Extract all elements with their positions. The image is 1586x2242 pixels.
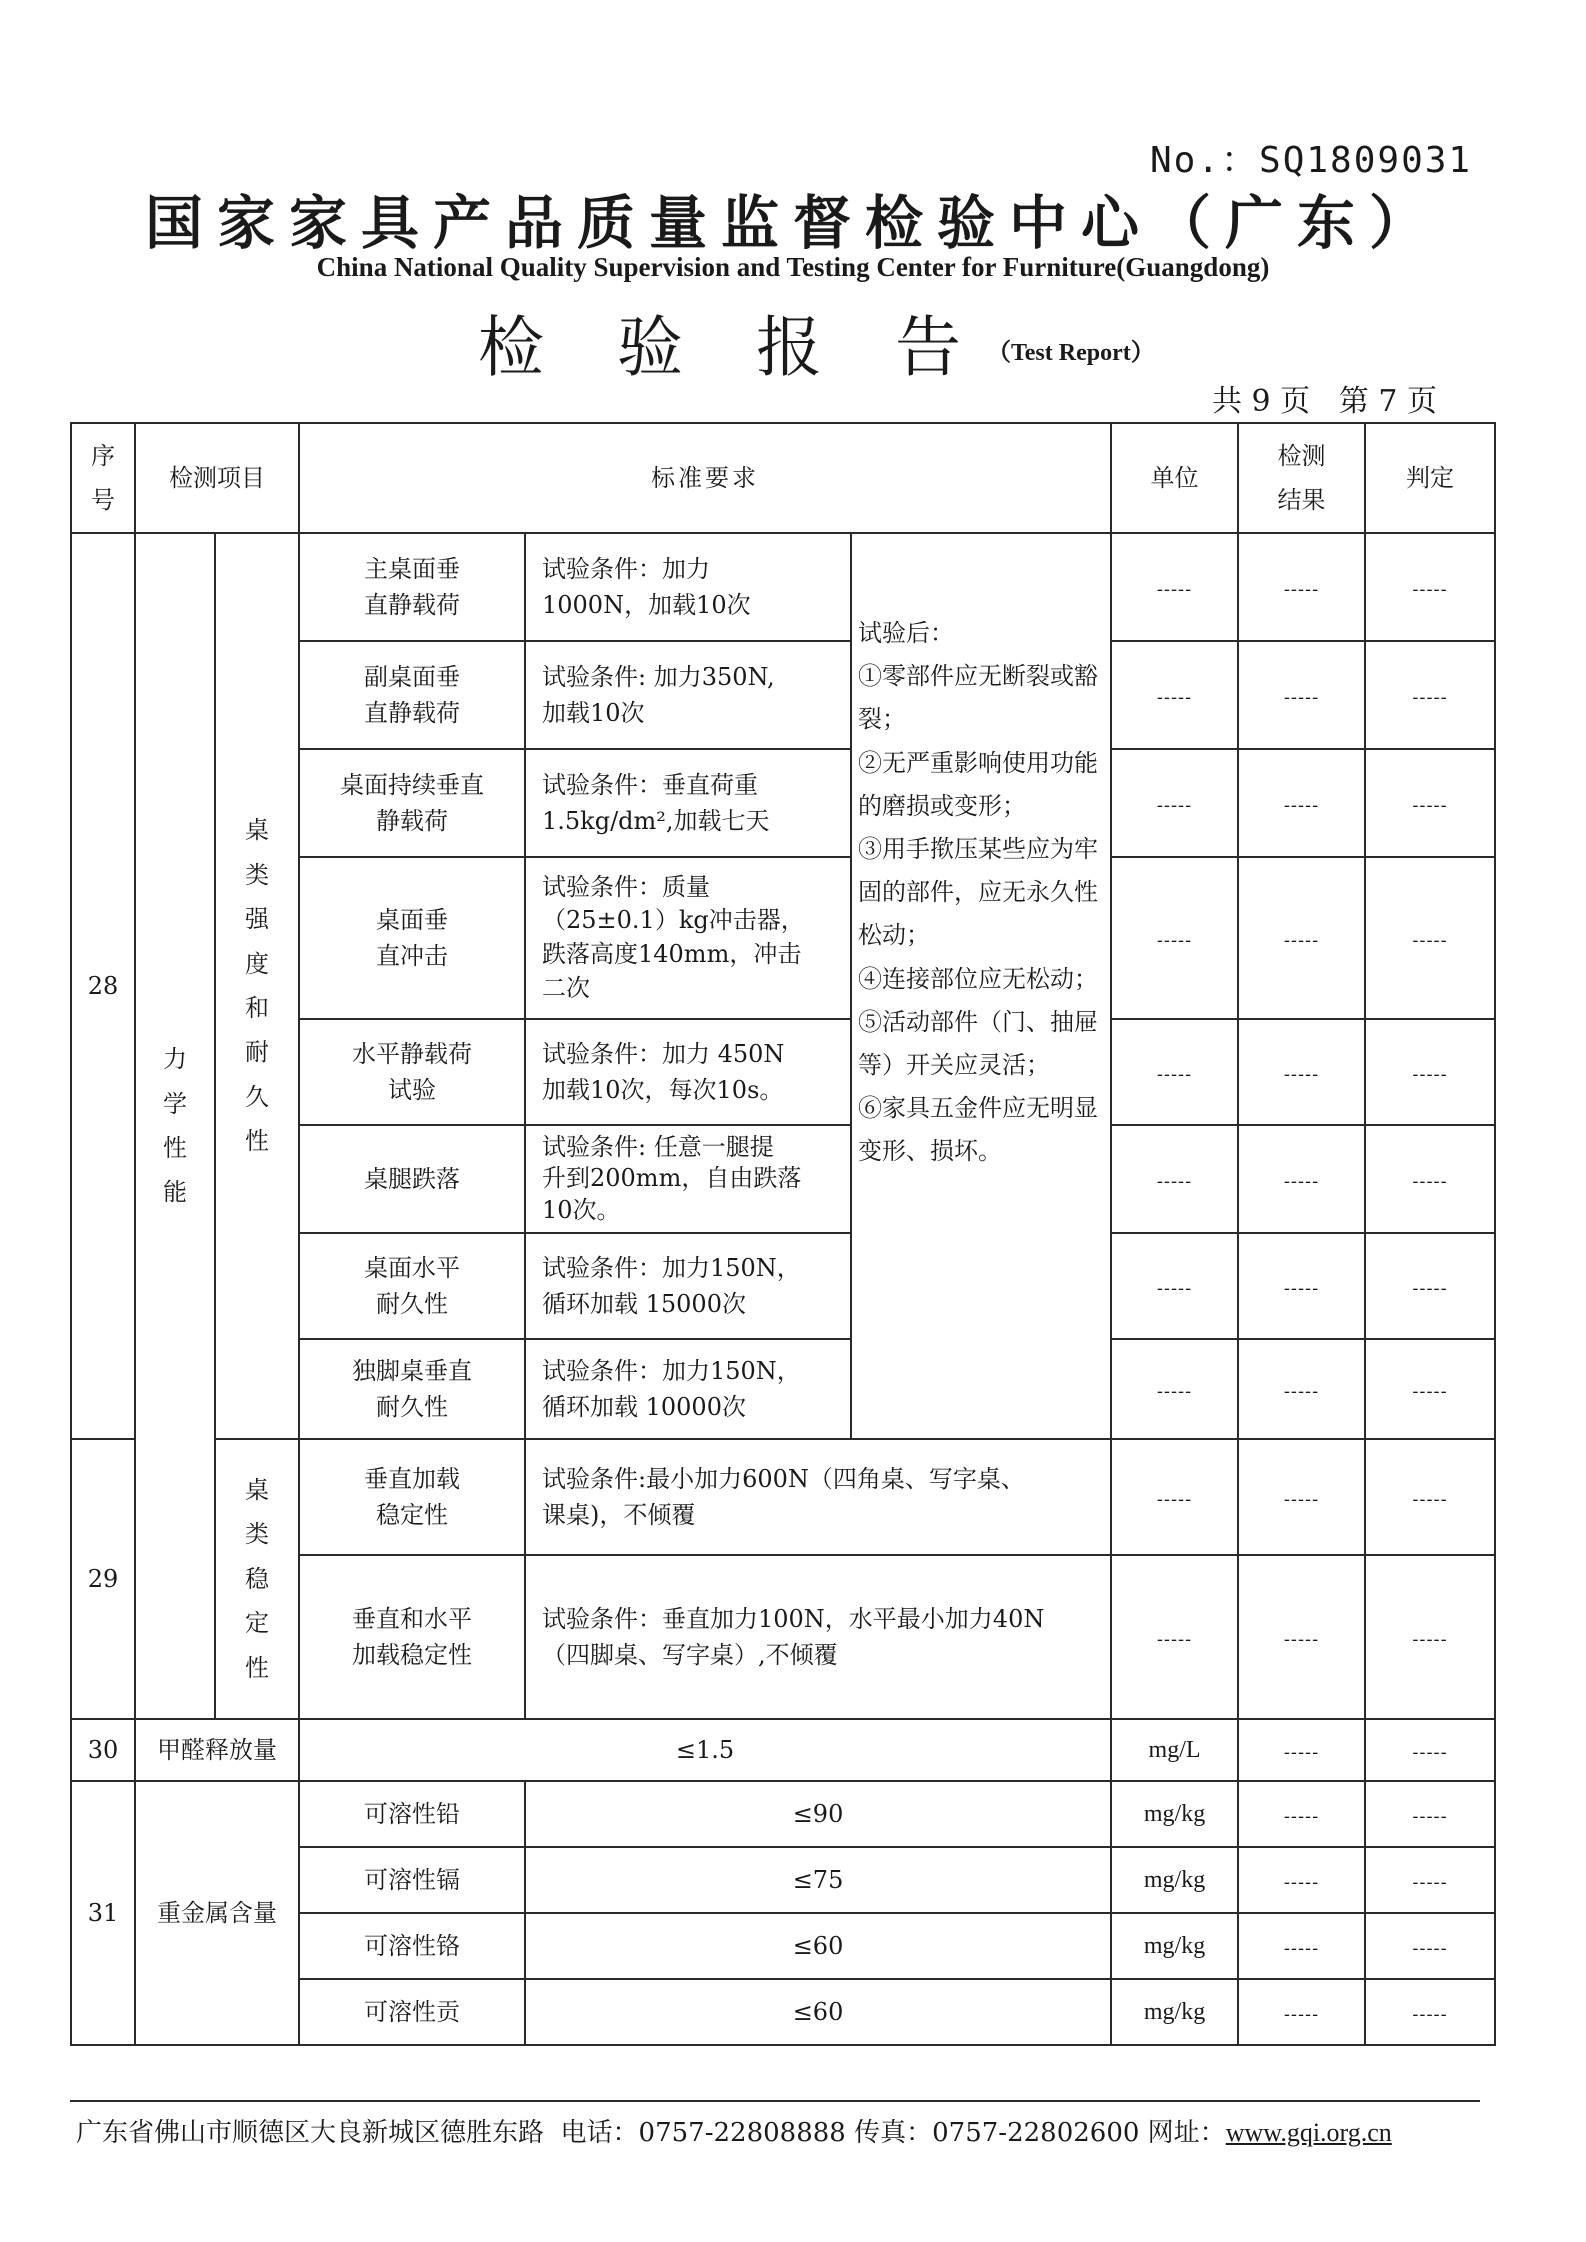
- dash-placeholder: -----: [1412, 1278, 1448, 1299]
- test-condition: 试验条件: 任意一腿提 升到200mm，自由跌落 10次。: [525, 1125, 851, 1233]
- table-row: [71, 1719, 1495, 1781]
- result-cell: [1238, 1719, 1365, 1781]
- dash-placeholder: -----: [1283, 1489, 1320, 1510]
- dash-placeholder: -----: [1156, 930, 1193, 951]
- test-condition: 试验条件：加力150N， 循环加载 10000次: [525, 1339, 851, 1439]
- item-name: 甲醛释放量: [135, 1719, 299, 1781]
- seq-31: 31: [71, 1781, 135, 2045]
- dash-placeholder: -----: [1412, 930, 1448, 951]
- center-title-english: China National Quality Supervision and Testing Center for Furniture(Guangdong): [316, 252, 1270, 282]
- result-cell: [1238, 641, 1365, 749]
- result-cell: [1238, 1555, 1365, 1719]
- page-current: 第 7 页: [1338, 384, 1437, 419]
- footer-website-label: 网址：: [1147, 2118, 1226, 2148]
- item-name: 可溶性铬: [299, 1913, 525, 1979]
- item-name: 桌面水平 耐久性: [299, 1233, 525, 1339]
- test-condition: 试验条件：垂直荷重 1.5kg/dm²,加载七天: [525, 749, 851, 857]
- dash-placeholder: -----: [1283, 1872, 1320, 1893]
- unit-cell: [1111, 749, 1238, 857]
- dash-placeholder: -----: [1156, 1381, 1193, 1402]
- dash-placeholder: -----: [1412, 1171, 1448, 1192]
- dash-placeholder: -----: [1283, 795, 1320, 816]
- item-name: 主桌面垂 直静载荷: [299, 533, 525, 641]
- dash-placeholder: -----: [1412, 1806, 1448, 1827]
- dash-placeholder: -----: [1412, 795, 1448, 816]
- unit-cell: mg/kg: [1111, 1913, 1238, 1979]
- dash-placeholder: -----: [1412, 1938, 1448, 1959]
- result-cell: [1238, 533, 1365, 641]
- result-cell: [1238, 1847, 1365, 1913]
- result-cell: [1238, 1781, 1365, 1847]
- judge-cell: [1365, 1979, 1495, 2045]
- header-standard: 标准要求: [299, 423, 1111, 533]
- subcategory-stability: 桌类稳定性: [215, 1439, 299, 1719]
- item-name: 独脚桌垂直 耐久性: [299, 1339, 525, 1439]
- footer: [76, 2112, 1392, 2149]
- judge-cell: [1365, 857, 1495, 1019]
- unit-cell: [1111, 1439, 1238, 1555]
- result-cell: [1238, 1125, 1365, 1233]
- judge-cell: [1365, 1913, 1495, 1979]
- report-number: No.：SQ1809031: [1150, 140, 1473, 181]
- header-unit: 单位: [1111, 423, 1238, 533]
- header-item: 检测项目: [135, 423, 299, 533]
- dash-placeholder: -----: [1156, 1064, 1193, 1085]
- judge-cell: [1365, 1339, 1495, 1439]
- test-condition: 试验条件：垂直加力100N，水平最小加力40N （四脚桌、写字桌）,不倾覆: [525, 1555, 1111, 1719]
- judge-cell: [1365, 1439, 1495, 1555]
- dash-placeholder: -----: [1412, 2004, 1448, 2025]
- judge-cell: [1365, 533, 1495, 641]
- item-name: 可溶性镉: [299, 1847, 525, 1913]
- judge-cell: [1365, 1019, 1495, 1125]
- dash-placeholder: -----: [1412, 1381, 1448, 1402]
- unit-cell: mg/kg: [1111, 1979, 1238, 2045]
- unit-cell: [1111, 1555, 1238, 1719]
- unit-cell: [1111, 1233, 1238, 1339]
- item-name: 水平静载荷 试验: [299, 1019, 525, 1125]
- dash-placeholder: -----: [1412, 687, 1448, 708]
- judge-cell: [1365, 641, 1495, 749]
- dash-placeholder: -----: [1156, 1171, 1193, 1192]
- report-title-chinese: 检 验 报 告: [478, 309, 987, 386]
- item-name: 桌腿跌落: [299, 1125, 525, 1233]
- judge-cell: [1365, 749, 1495, 857]
- item-name: 桌面垂 直冲击: [299, 857, 525, 1019]
- dash-placeholder: -----: [1156, 1629, 1193, 1650]
- report-title-english: （Test Report）: [986, 340, 1155, 366]
- unit-cell: mg/L: [1111, 1719, 1238, 1781]
- item-name: 可溶性贡: [299, 1979, 525, 2045]
- item-name: 桌面持续垂直 静载荷: [299, 749, 525, 857]
- result-cell: [1238, 749, 1365, 857]
- test-results-table: [70, 422, 1496, 2046]
- test-condition: 试验条件：质量 （25±0.1）kg冲击器， 跌落高度140mm，冲击 二次: [525, 857, 851, 1019]
- item-name: 副桌面垂 直静载荷: [299, 641, 525, 749]
- page-count: [1212, 376, 1437, 420]
- dash-placeholder: -----: [1412, 1629, 1448, 1650]
- item-name: 垂直和水平 加载稳定性: [299, 1555, 525, 1719]
- table-header-row: [71, 423, 1495, 533]
- seq-30: 30: [71, 1719, 135, 1781]
- dash-placeholder: -----: [1412, 579, 1448, 600]
- dash-placeholder: -----: [1283, 579, 1320, 600]
- dash-placeholder: -----: [1283, 1742, 1320, 1763]
- judge-cell: [1365, 1555, 1495, 1719]
- header-judge: 判定: [1365, 423, 1495, 533]
- result-cell: [1238, 1019, 1365, 1125]
- dash-placeholder: -----: [1156, 795, 1193, 816]
- seq-29: 29: [71, 1439, 135, 1719]
- dash-placeholder: -----: [1412, 1489, 1448, 1510]
- judge-cell: [1365, 1233, 1495, 1339]
- standard-value: ≤1.5: [299, 1719, 1111, 1781]
- dash-placeholder: -----: [1283, 1064, 1320, 1085]
- dash-placeholder: -----: [1156, 1489, 1193, 1510]
- table-row: [71, 1781, 1495, 1847]
- unit-cell: mg/kg: [1111, 1781, 1238, 1847]
- result-cell: [1238, 1913, 1365, 1979]
- subcategory-strength: 桌类强度和耐久性: [215, 533, 299, 1439]
- item-heavy-metals: 重金属含量: [135, 1781, 299, 2045]
- center-title-chinese: 国家家具产品质量监督检验中心（广东）: [144, 189, 1441, 257]
- seq-28: 28: [71, 533, 135, 1439]
- test-condition: 试验条件：加力 450N 加载10次，每次10s。: [525, 1019, 851, 1125]
- unit-cell: [1111, 641, 1238, 749]
- test-condition: 试验条件:最小加力600N（四角桌、写字桌、 课桌)，不倾覆: [525, 1439, 1111, 1555]
- result-cell: [1238, 1339, 1365, 1439]
- result-cell: [1238, 857, 1365, 1019]
- result-cell: [1238, 1979, 1365, 2045]
- unit-cell: [1111, 533, 1238, 641]
- dash-placeholder: -----: [1283, 1381, 1320, 1402]
- dash-placeholder: -----: [1283, 1629, 1320, 1650]
- standard-value: ≤60: [525, 1913, 1111, 1979]
- footer-address: 广东省佛山市顺德区大良新城区德胜东路: [76, 2118, 545, 2148]
- dash-placeholder: -----: [1283, 1278, 1320, 1299]
- footer-website-link[interactable]: www.gqi.org.cn: [1225, 2118, 1392, 2147]
- header-result: 检测结果: [1238, 423, 1365, 533]
- judge-cell: [1365, 1847, 1495, 1913]
- footer-divider: [70, 2100, 1480, 2102]
- item-name: 可溶性铅: [299, 1781, 525, 1847]
- dash-placeholder: -----: [1283, 1806, 1320, 1827]
- dash-placeholder: -----: [1156, 579, 1193, 600]
- page-total: 共 9 页: [1212, 384, 1311, 419]
- result-cell: [1238, 1439, 1365, 1555]
- test-condition: 试验条件: 加力350N, 加载10次: [525, 641, 851, 749]
- standard-value: ≤60: [525, 1979, 1111, 2045]
- footer-phone: 电话：0757-22808888: [560, 2118, 846, 2148]
- unit-cell: [1111, 1339, 1238, 1439]
- dash-placeholder: -----: [1156, 1278, 1193, 1299]
- judge-cell: [1365, 1125, 1495, 1233]
- unit-cell: [1111, 857, 1238, 1019]
- judge-cell: [1365, 1781, 1495, 1847]
- test-condition: 试验条件：加力 1000N，加载10次: [525, 533, 851, 641]
- report-title: [478, 294, 1155, 389]
- dash-placeholder: -----: [1283, 1171, 1320, 1192]
- table-row: [71, 1439, 1495, 1555]
- footer-fax: 传真：0757-22802600: [854, 2118, 1140, 2148]
- header-seq: 序号: [71, 423, 135, 533]
- dash-placeholder: -----: [1156, 687, 1193, 708]
- dash-placeholder: -----: [1283, 930, 1320, 951]
- dash-placeholder: -----: [1283, 687, 1320, 708]
- after-test-requirements: 试验后： ①零部件应无断裂或豁裂； ②无严重影响使用功能的磨损或变形； ③用手揿压某些应为牢固的部件，应无永久性松动； ④连接部位应无松动； ⑤活动部件（门、抽屉等）开关应灵活； ⑥家具五金件应无明显变形、损坏。: [851, 533, 1111, 1439]
- result-cell: [1238, 1233, 1365, 1339]
- category-mechanical: 力学性能: [135, 533, 215, 1719]
- dash-placeholder: -----: [1283, 2004, 1320, 2025]
- unit-cell: [1111, 1125, 1238, 1233]
- dash-placeholder: -----: [1412, 1872, 1448, 1893]
- standard-value: ≤75: [525, 1847, 1111, 1913]
- table-row: [71, 533, 1495, 641]
- dash-placeholder: -----: [1412, 1064, 1448, 1085]
- unit-cell: [1111, 1019, 1238, 1125]
- dash-placeholder: -----: [1412, 1742, 1448, 1763]
- judge-cell: [1365, 1719, 1495, 1781]
- standard-value: ≤90: [525, 1781, 1111, 1847]
- dash-placeholder: -----: [1283, 1938, 1320, 1959]
- item-name: 垂直加载 稳定性: [299, 1439, 525, 1555]
- test-condition: 试验条件：加力150N， 循环加载 15000次: [525, 1233, 851, 1339]
- unit-cell: mg/kg: [1111, 1847, 1238, 1913]
